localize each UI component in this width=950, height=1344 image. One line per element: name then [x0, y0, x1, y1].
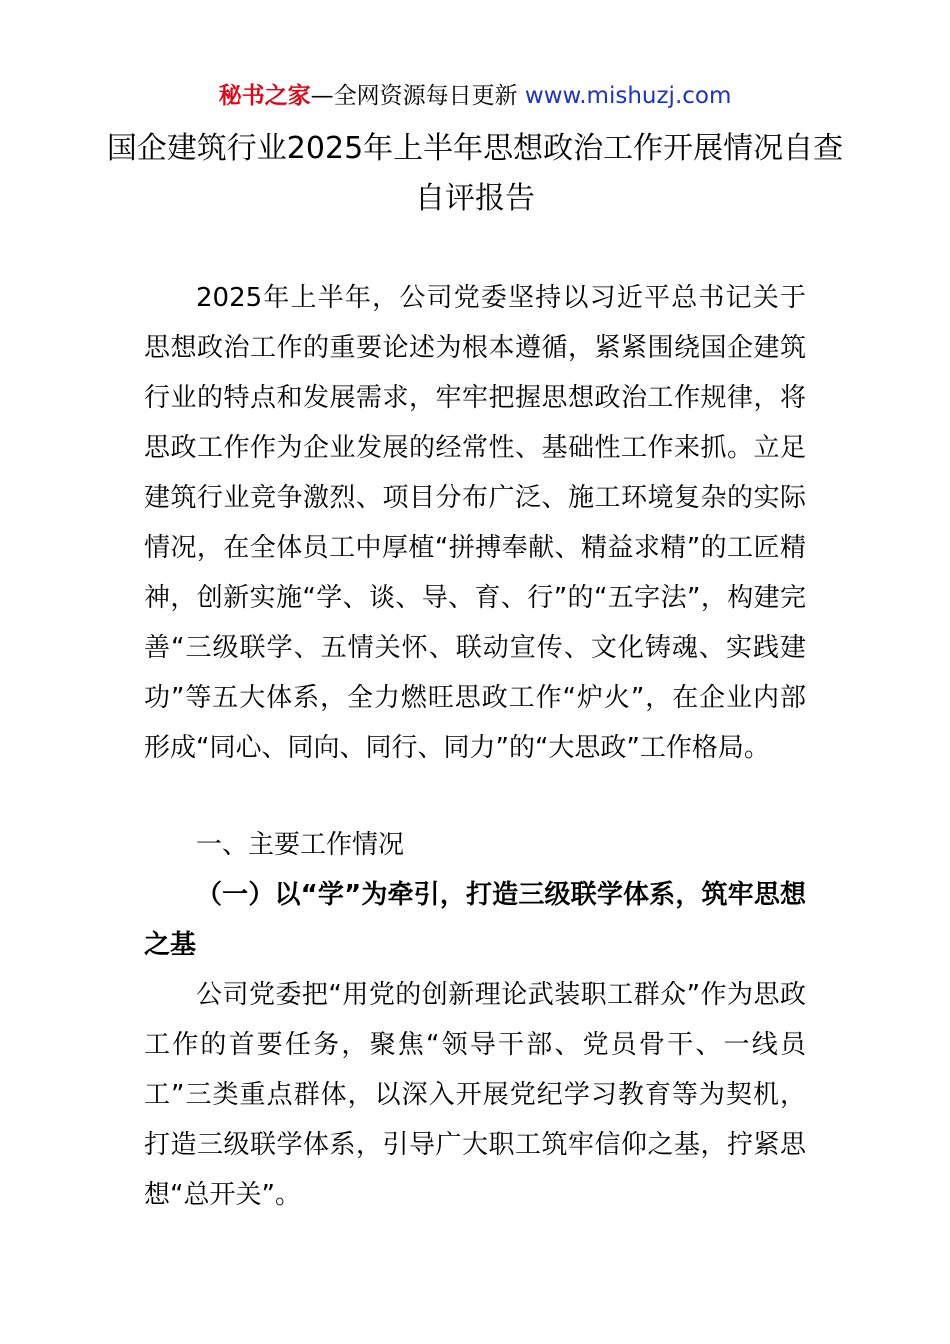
document-title: 国企建筑行业2025年上半年思想政治工作开展情况自查自评报告	[106, 131, 844, 216]
subsection-heading: （一）以“学”为牵引，打造三级联学体系，筑牢思想之基	[144, 880, 806, 960]
site-header	[0, 80, 950, 112]
intro-paragraph: 2025年上半年，公司党委坚持以习近平总书记关于思想政治工作的重要论述为根本遵循，紧紧围绕国企建筑行业的特点和发展需求，牢牢把握思想政治工作规律，将思政工作作为企业发展的经常性、基础性工作来抓。立足建筑行业竞争激烈、项目分布广泛、施工环境复杂的实际情况，在全体员工中厚植“拼搏奉献、精益求精”的工匠精神，创新实施“学、谈、导、育、行”的“五字法”，构建完善“三级联学、五情关怀、联动宣传、文化铸魂、实践建功”等五大体系，全力燃旺思政工作“炉火”，在企业内部形成“同心、同向、同行、同力”的“大思政”工作格局。	[144, 283, 806, 763]
body-paragraph: 公司党委把“用党的创新理论武装职工群众”作为思政工作的首要任务，聚焦“领导干部、党员骨干、一线员工”三类重点群体，以深入开展党纪学习教育等为契机，打造三级联学体系，引导广大职工筑牢信仰之基，拧紧思想“总开关”。	[144, 980, 806, 1210]
brand-name: 秘书之家	[218, 83, 311, 109]
site-url-link[interactable]: www.mishuzj.com	[524, 83, 732, 109]
section-heading: 一、主要工作情况	[196, 830, 405, 860]
header-tagline: —全网资源每日更新	[310, 83, 525, 109]
